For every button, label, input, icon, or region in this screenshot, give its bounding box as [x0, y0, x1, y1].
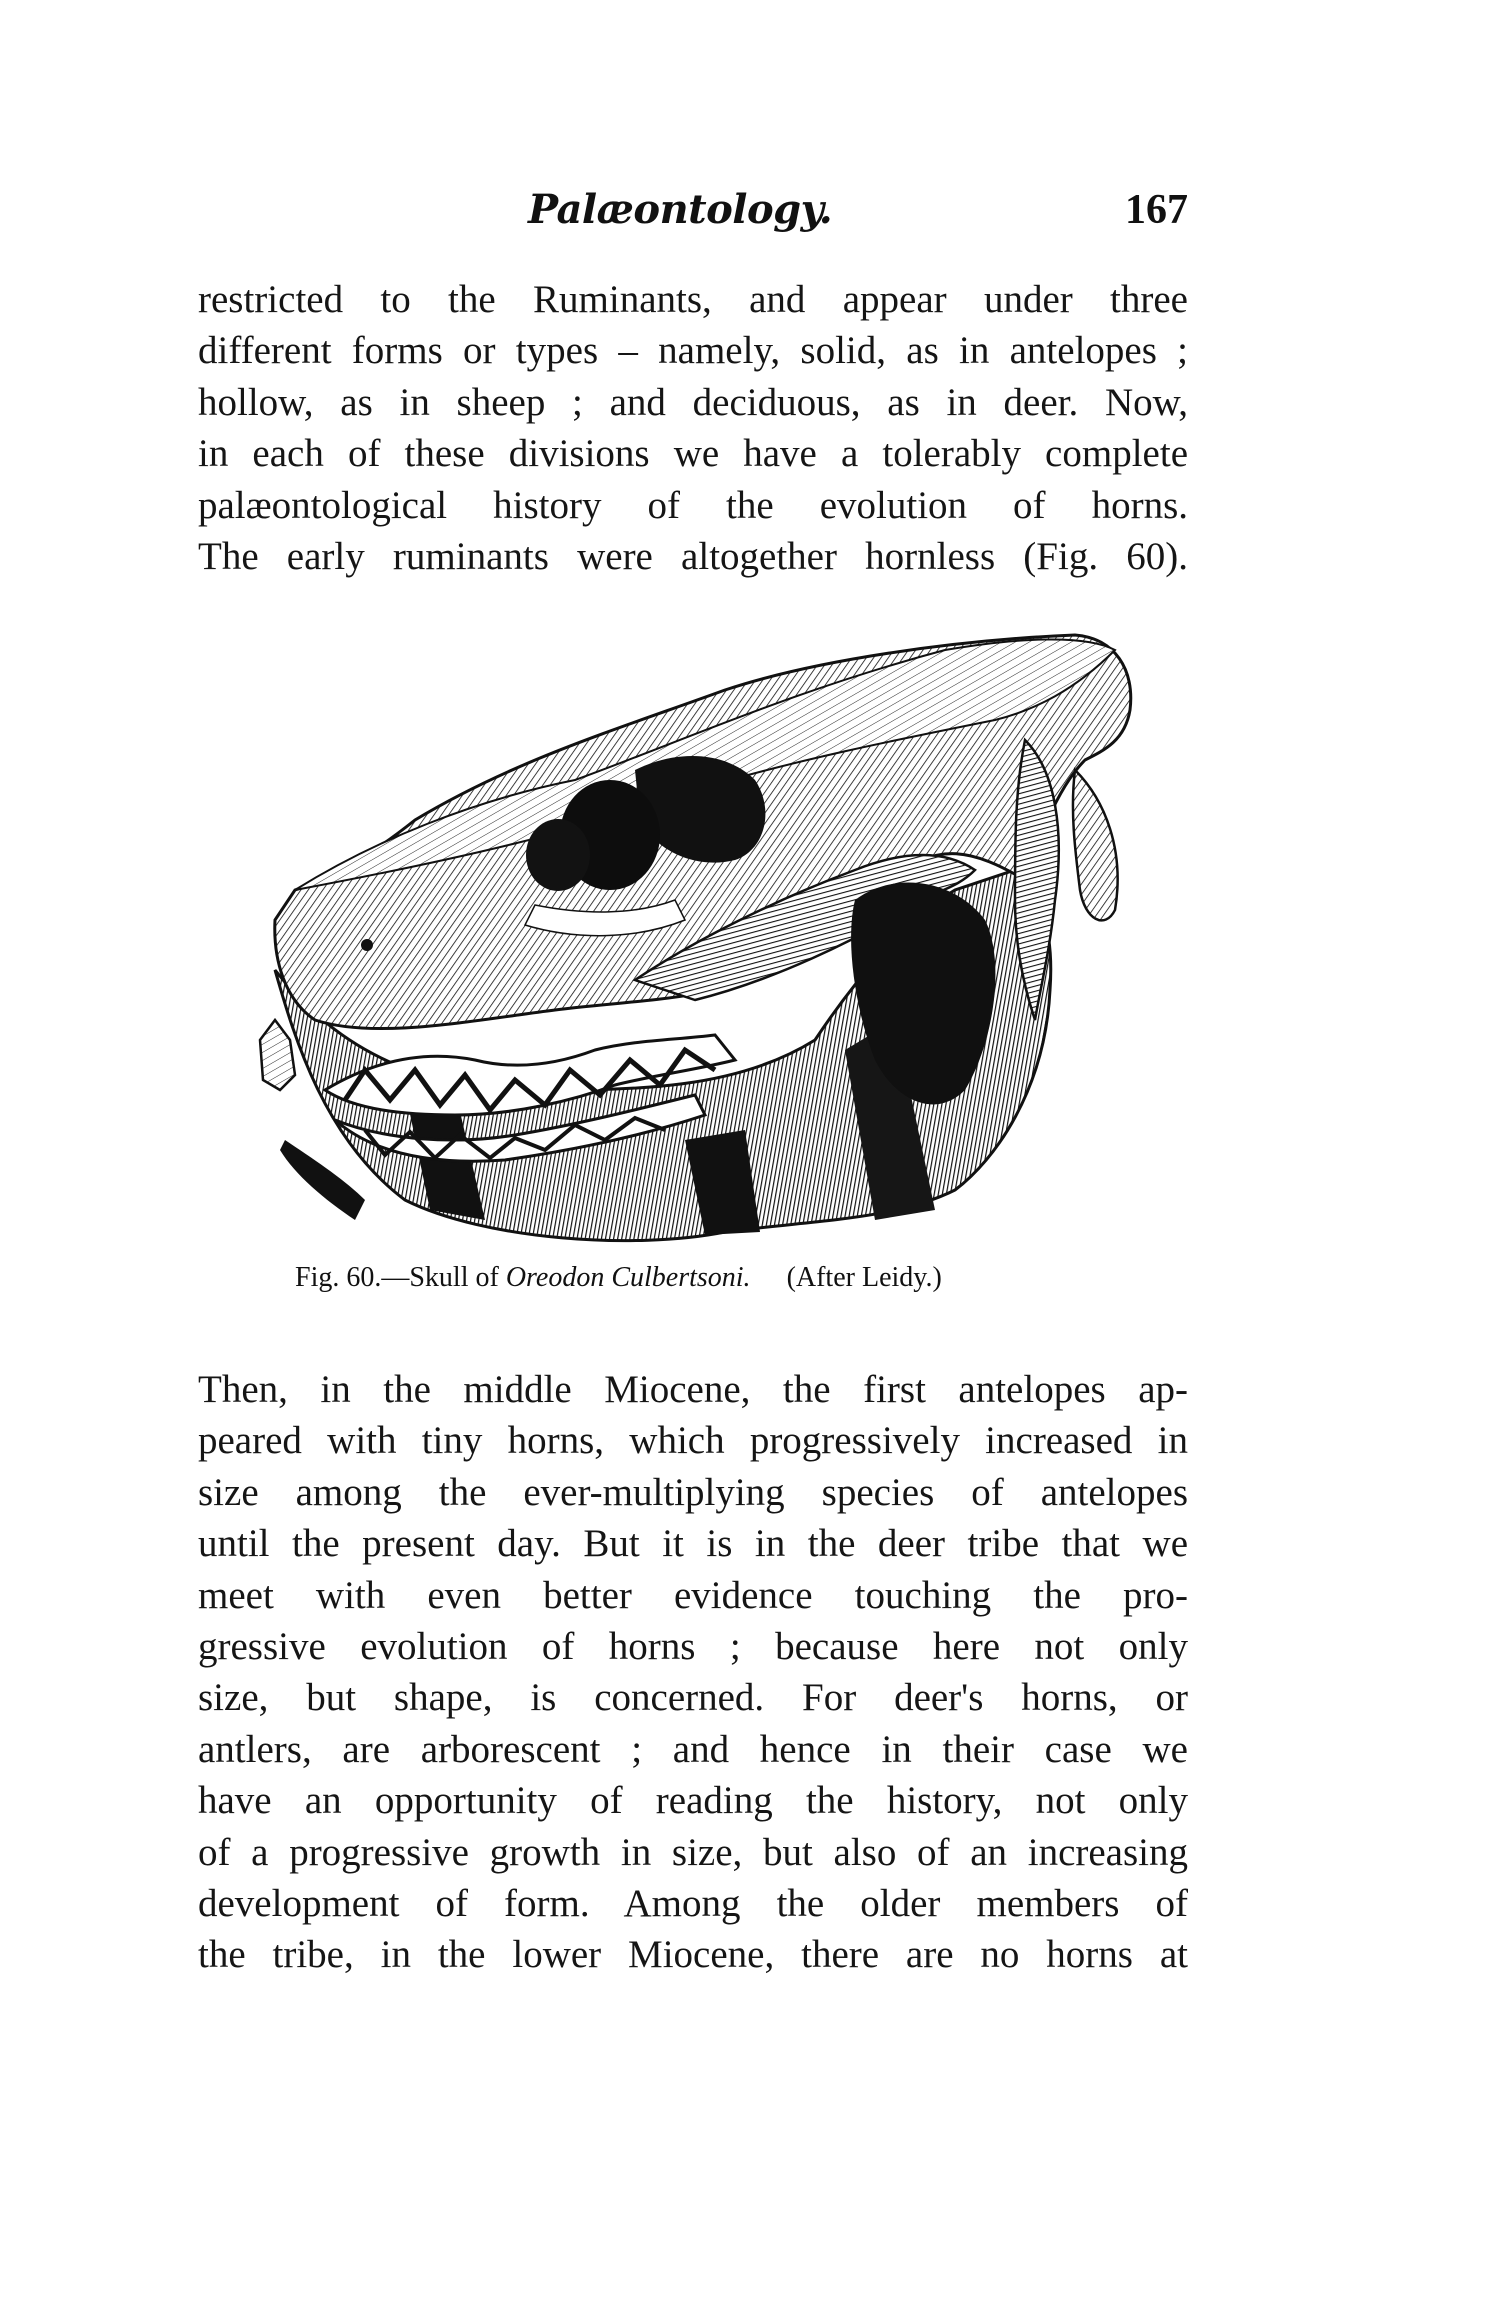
running-title: Palæontology. — [528, 186, 833, 233]
text-line: development of form. Among the older members of — [198, 1881, 1188, 1925]
text-line: size among the ever-multiplying species of antelopes — [198, 1470, 1188, 1514]
text-line: gressive evolution of horns ; because here not only — [198, 1624, 1188, 1668]
paragraph-2 — [198, 1364, 1188, 1981]
text-line: until the present day. But it is in the deer tribe that we — [198, 1522, 1188, 1566]
figure-caption — [295, 1260, 1155, 1296]
text-line: palæontological history of the evolution of horns. — [198, 483, 1188, 527]
text-line: in each of these divisions we have a tolerably complete — [198, 432, 1188, 476]
text-line: size, but shape, is concerned. For deer's horns, or — [198, 1676, 1188, 1720]
text-line: meet with even better evidence touching the pro- — [198, 1573, 1188, 1617]
skull-figure — [255, 620, 1155, 1260]
page-number: 167 — [1125, 187, 1188, 233]
text-line: restricted to the Ruminants, and appear under three — [198, 278, 1188, 321]
caption-label: Fig. 60.—Skull of — [295, 1262, 499, 1293]
text-line: the tribe, in the lower Miocene, there are no horns at — [198, 1933, 1188, 1977]
text-line: peared with tiny horns, which progressively increased in — [198, 1419, 1188, 1463]
paragraph-1 — [198, 274, 1188, 582]
caption-species: Oreodon Culbertsoni. — [505, 1262, 751, 1293]
text-line: The early ruminants were altogether hornless (Fig. 60). — [198, 534, 1188, 578]
running-head — [198, 180, 1188, 240]
text-line: antlers, are arborescent ; and hence in their case we — [198, 1727, 1188, 1771]
caption-credit: (After Leidy.) — [786, 1262, 942, 1293]
skull-illustration-icon — [255, 620, 1155, 1260]
text-line: Then, in the middle Miocene, the first antelopes ap- — [198, 1368, 1188, 1411]
text-line: different forms or types – namely, solid, as in antelopes ; — [198, 329, 1188, 373]
text-line: of a progressive growth in size, but also of an increasing — [198, 1830, 1188, 1874]
text-line: have an opportunity of reading the history, not only — [198, 1779, 1188, 1823]
text-line: hollow, as in sheep ; and deciduous, as in deer. Now, — [198, 380, 1188, 424]
